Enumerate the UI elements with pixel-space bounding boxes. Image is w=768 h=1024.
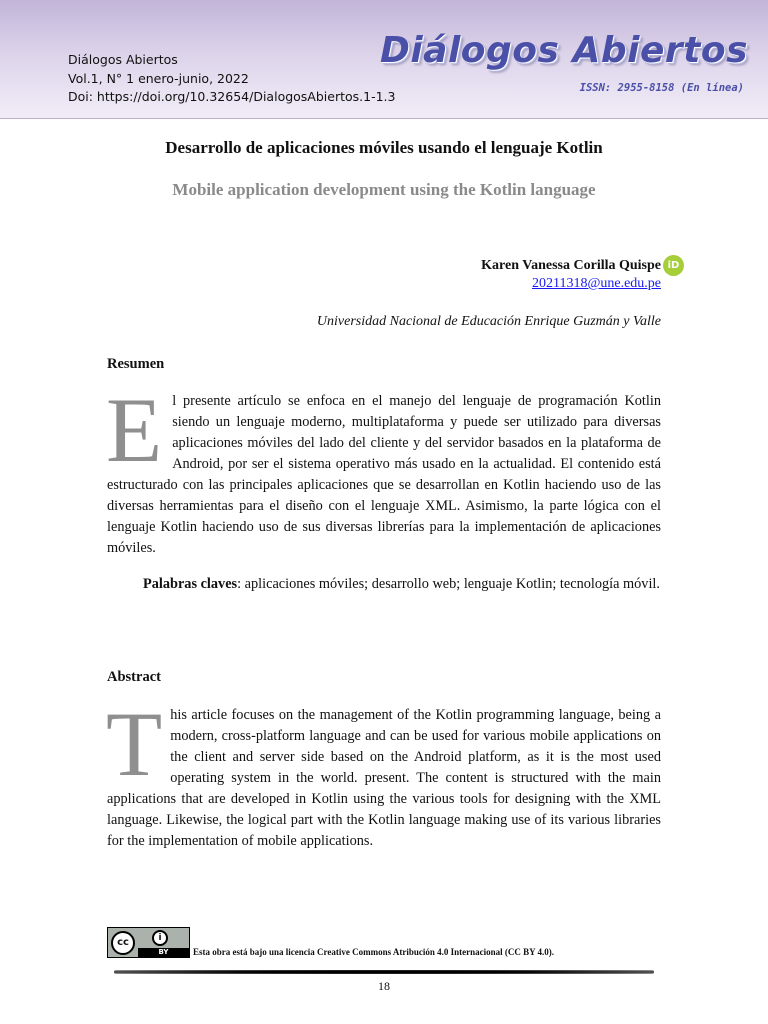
article-title-english: Mobile application development using the Kotlin language xyxy=(172,180,596,199)
cc-icon: cc xyxy=(111,931,135,955)
journal-logo: Diálogos Abiertos xyxy=(379,30,748,71)
attribution-icon: i xyxy=(152,930,168,946)
journal-header xyxy=(0,0,768,119)
keywords-text: : aplicaciones móviles; desarrollo web; lenguaje Kotlin; tecnología móvil. xyxy=(237,576,660,592)
author-block xyxy=(481,255,684,292)
resumen-body: l presente artículo se enfoca en el manejo del lenguaje de programación Kotlin siendo un lenguaje moderno, multiplataforma y puede ser utilizado para diversas aplicaciones móviles del lado del cliente y del servidor basados en la plataforma de Android, por ser el sistema operativo más usado en la actualidad. El contenido está estructurado con las principales aplicaciones que se desarrollan en Kotlin haciendo uso de las diversas herramientas para el diseño con el lenguaje XML. Asimismo, la parte lógica con el lenguaje Kotlin haciendo uso de sus diversas librerías para la implementación de aplicaciones móviles. xyxy=(107,393,661,556)
resumen-dropcap: E xyxy=(106,379,163,481)
doi-line[interactable]: Doi: https://doi.org/10.32654/DialogosAbiertos.1-1.3 xyxy=(68,89,396,104)
abstract-body: his article focuses on the management of the Kotlin programming language, being a modern, cross-platform language and can be used for various mobile applications on the client and server side based on the Android platform, as it is the most used operating system in the world. present. The content is structured with the main applications that are developed in Kotlin using the various tools for designing with the XML language. Likewise, the logical part with the Kotlin language making use of its various libraries for the implementation of mobile applications. xyxy=(107,707,661,849)
keywords-paragraph xyxy=(107,574,661,595)
license-text: Esta obra está bajo una licencia Creative Commons Atribución 4.0 Internacional (CC BY 4.0). xyxy=(193,947,554,957)
abstract-heading: Abstract xyxy=(107,669,161,685)
author-email-link[interactable]: 20211318@une.edu.pe xyxy=(531,276,661,291)
resumen-paragraph xyxy=(106,379,661,559)
journal-name: Diálogos Abiertos xyxy=(68,52,178,67)
author-name: Karen Vanessa Corilla Quispe xyxy=(481,257,661,273)
article-title-spanish: Desarrollo de aplicaciones móviles usando el lenguaje Kotlin xyxy=(165,138,603,157)
resumen-heading: Resumen xyxy=(107,356,165,372)
page-number: 18 xyxy=(378,979,390,993)
author-affiliation: Universidad Nacional de Educación Enrique Guzmán y Valle xyxy=(316,314,661,329)
issn-label: ISSN: 2955-8158 (En línea) xyxy=(579,82,744,94)
by-label: BY xyxy=(138,948,189,957)
orcid-icon[interactable]: iD xyxy=(663,255,684,276)
volume-info: Vol.1, N° 1 enero-junio, 2022 xyxy=(68,70,249,86)
journal-metadata xyxy=(68,51,395,107)
cc-license-badge[interactable] xyxy=(107,927,190,958)
abstract-dropcap: T xyxy=(106,693,163,795)
footer-rule xyxy=(114,970,654,974)
abstract-paragraph xyxy=(106,693,661,852)
keywords-label: Palabras claves xyxy=(143,576,238,592)
author xyxy=(481,255,684,276)
